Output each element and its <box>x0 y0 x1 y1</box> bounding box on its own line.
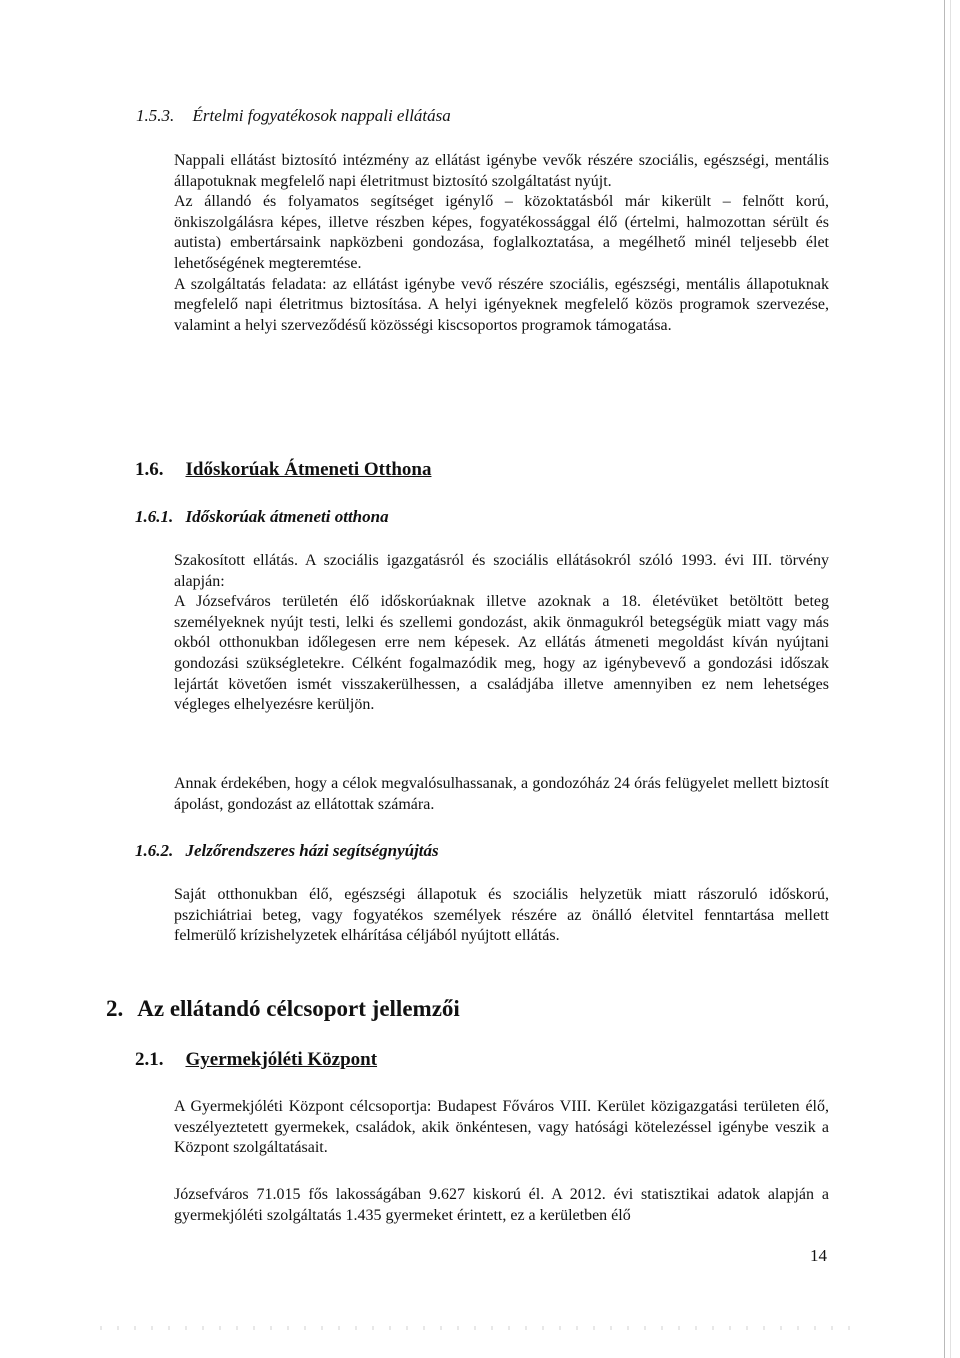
section-1-6-1-extra <box>174 774 829 815</box>
heading-1-5-3 <box>136 106 451 126</box>
heading-title: Időskorúak Átmeneti Otthona <box>185 459 432 480</box>
paragraph: Szakosított ellátás. A szociális igazgatásról és szociális ellátásokról szóló 1993. évi III. törvény alapján: <box>174 552 829 590</box>
scan-artifacts <box>100 1326 860 1330</box>
section-1-6-1-body <box>174 551 829 716</box>
paragraph: Saját otthonukban élő, egészségi állapotuk és szociális helyzetük miatt rászoruló időskorú, pszichiátriai beteg, vagy fogyatékos személyek részére az önálló életvitel fenntartása mellett felmerülő krízishelyzetek elhárítása céljából nyújtott ellátás. <box>174 886 829 945</box>
scan-edge-line <box>944 0 945 1358</box>
heading-number: 2.1. <box>135 1049 164 1070</box>
section-1-6-2-body <box>174 885 829 947</box>
heading-1-6-2 <box>135 841 439 861</box>
scan-edge-line-secondary <box>950 0 951 1358</box>
heading-number: 1.5.3. <box>136 106 175 125</box>
paragraph: Annak érdekében, hogy a célok megvalósulhassanak, a gondozóház 24 órás felügyelet mellett biztosít ápolást, gondozást az ellátottak számára. <box>174 775 829 813</box>
heading-number: 1.6. <box>135 459 164 480</box>
page-number: 14 <box>810 1246 827 1265</box>
paragraph: Józsefváros 71.015 fős lakosságában 9.627 kiskorú él. A 2012. évi statisztikai adatok alapján a gyermekjóléti szolgáltatás 1.435 gyermeket érintett, ez a kerületben élő <box>174 1186 829 1224</box>
heading-1-6-1 <box>135 507 389 527</box>
heading-2 <box>106 996 460 1022</box>
heading-title: Az ellátandó célcsoport jellemzői <box>137 996 460 1021</box>
section-1-5-3-body <box>174 151 829 336</box>
paragraph: Az állandó és folyamatos segítséget igénylő – közoktatásból már kikerült – felnőtt korú, önkiszolgálásra képes, illetve részben képes, fogyatékossággal élő (értelmi, halmozottan sérült és autista) embertársaink napközbeni gondozása, foglalkoztatása, a megélhető minél teljesebb élet lehetőségének megteremtése. <box>174 193 829 272</box>
heading-number: 1.6.2. <box>135 841 174 860</box>
heading-title: Gyermekjóléti Központ <box>185 1049 378 1070</box>
paragraph: A Józsefváros területén élő időskorúaknak illetve azoknak a 18. életévüket betöltött beteg személyeknek nyújt testi, lelki és szellemi gondozást, akik önmagukról betegségük miatt vagy más okból otthonukban időlegesen erre nem képesek. Az ellátás átmeneti megoldást kíván nyújtani gondozási szükségletekre. Célként fogalmazódik meg, hogy az igénybevevő a gondozási időszak lejártát követően ismét visszakerülhessen, a családjába illetve amennyiben ez nem lehetséges végleges elhelyezésre kerüljön. <box>174 593 829 714</box>
heading-title: Időskorúak átmeneti otthona <box>185 507 389 526</box>
paragraph: Nappali ellátást biztosító intézmény az ellátást igénybe vevők részére szociális, egészségi, mentális állapotuknak megfelelő napi életritmust biztosító szolgáltatást nyújt. <box>174 152 829 190</box>
paragraph: A Gyermekjóléti Központ célcsoportja: Budapest Főváros VIII. Kerület közigazgatási területen élő, veszélyeztetett gyermekek, családok, akik önkéntesen, vagy hatósági kötelezéssel igénybe veszik a Központ szolgáltatásait. <box>174 1098 829 1157</box>
heading-number: 2. <box>106 996 124 1021</box>
paragraph: A szolgáltatás feladata: az ellátást igénybe vevő részére szociális, egészségi, mentális állapotuknak megfelelő napi életritmus biztosítása. A helyi igényeknek megfelelő közös programok szervezése, valamint a helyi szerveződésű közösségi kiscsoportos programok támogatása. <box>174 275 829 334</box>
heading-title: Értelmi fogyatékosok nappali ellátása <box>192 106 451 125</box>
heading-2-1 <box>135 1049 377 1071</box>
heading-1-6 <box>135 459 431 481</box>
section-2-1-body <box>174 1097 829 1159</box>
heading-number: 1.6.1. <box>135 507 174 526</box>
section-2-1-body-2 <box>174 1185 829 1226</box>
heading-title: Jelzőrendszeres házi segítségnyújtás <box>185 841 439 860</box>
